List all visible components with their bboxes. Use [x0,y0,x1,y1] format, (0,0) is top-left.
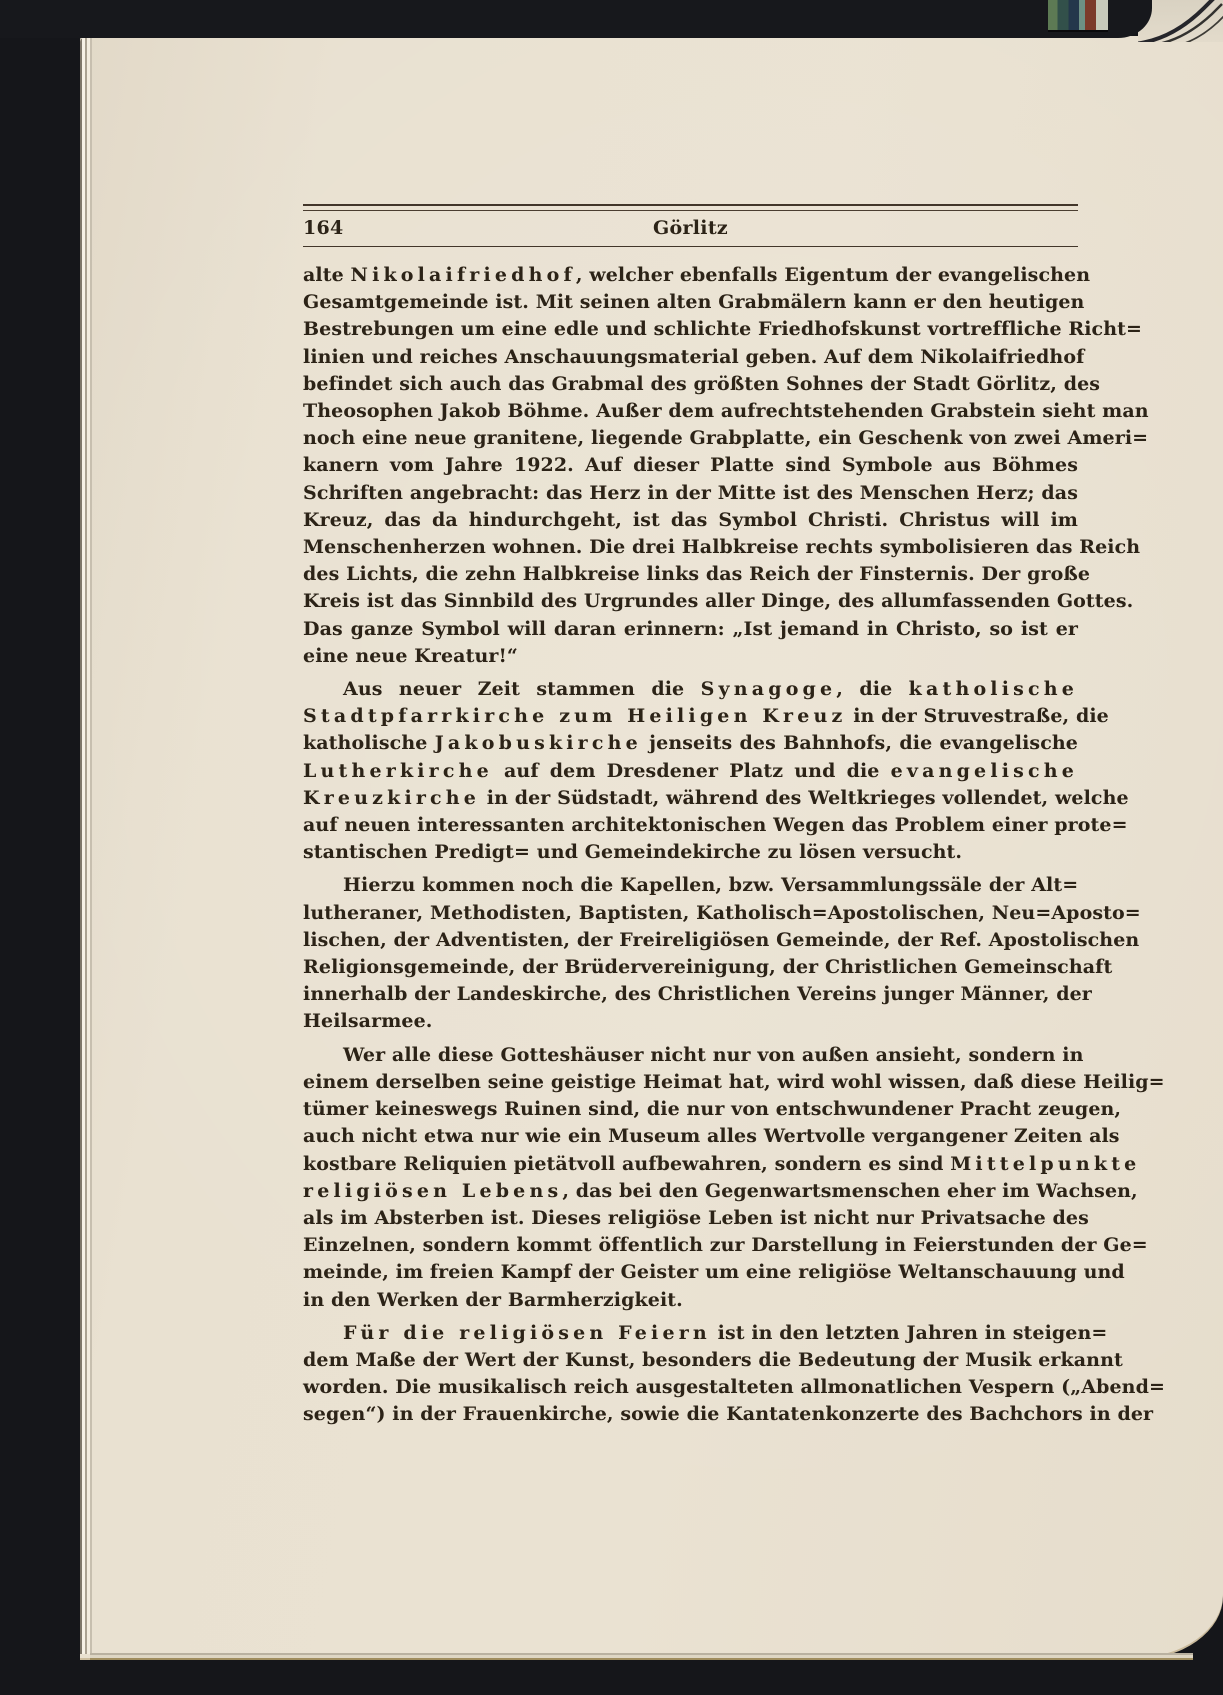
text-line: Einzelnen, sondern kommt öffentlich zur Darstellung in Feierstunden der Ge= [303,1234,1148,1257]
book-page [80,36,1223,1660]
text-line: einem derselben seine geistige Heimat hat, wird wohl wissen, daß diese Heilig= [303,1070,1165,1093]
text-line: Kreuz, das da hindurchgeht, ist das Symbol Christi. Christus will im [303,508,1078,531]
text-line: dem Maße der Wert der Kunst, besonders die Bedeutung der Musik erkannt [303,1348,1123,1371]
text-line: segen“) in der Frauenkirche, sowie die Kantatenkonzerte des Bachchors in der [303,1403,1154,1426]
text-line: Kreuzkirche in der Südstadt, während des Weltkrieges vollendet, welche [303,786,1129,809]
text-line: linien und reiches Anschauungsmaterial geben. Auf dem Nikolaifriedhof [303,345,1085,368]
letterspaced-text: Mittelpunkte [950,1152,1141,1175]
text-line: kostbare Reliquien pietätvoll aufbewahren, sondern es sind Mittelpunkte [303,1152,1141,1175]
text-line: Bestrebungen um eine edle und schlichte Friedhofskunst vortreffliche Richt= [303,318,1143,341]
text-line: Heilsarmee. [303,1010,433,1033]
text-line: katholische Jakobuskirche jenseits des Bahnhofs, die evangelische [303,732,1078,755]
text-line: tümer keineswegs Ruinen sind, die nur von entschwundener Pracht zeugen, [303,1098,1122,1121]
text-line: lutheraner, Methodisten, Baptisten, Katholisch=Apostolischen, Neu=Aposto= [303,901,1141,924]
text-line: Religionsgemeinde, der Brüdervereinigung, der Christlichen Gemeinschaft [303,956,1113,979]
top-black-band [0,0,1152,38]
paragraph [303,262,1149,670]
adjacent-page-fragment [1048,0,1108,30]
letterspaced-text: Nikolaifriedhof [350,264,576,286]
text-line: auf neuen interessanten architektonischen Wegen das Problem einer prote= [303,814,1128,837]
letterspaced-text: Kreuzkirche [303,786,481,809]
text-line: Stadtpfarrkirche zum Heiligen Kreuz in der Struvestraße, die [303,705,1109,728]
text-line: alte Nikolaifriedhof, welcher ebenfalls Eigentum der evangelischen [303,264,1091,286]
running-title: Görlitz [652,217,728,239]
text-line: auch nicht etwa nur wie ein Museum alles Wertvolle vergangener Zeiten als [303,1125,1120,1148]
paragraph [303,676,1129,866]
text-line: Das ganze Symbol will daran erinnern: „Ist jemand in Christo, so ist er [303,617,1078,640]
letterspaced-text: katholische [908,678,1078,701]
text-line: Kreis ist das Sinnbild des Urgrundes aller Dinge, des allumfassenden Gottes. [303,590,1134,613]
text-line: Theosophen Jakob Böhme. Außer dem aufrechtstehenden Grabstein sieht man [303,400,1149,423]
text-line: stantischen Predigt= und Gemeindekirche zu lösen versucht. [303,841,963,864]
paragraph [303,1320,1165,1429]
letterspaced-text: Lutherkirche [303,759,493,782]
text-line: innerhalb der Landeskirche, des Christlichen Vereins junger Männer, der [303,983,1092,1006]
print-area [303,36,1165,1660]
text-line: Für die religiösen Feiern ist in den letzten Jahren in steigen= [343,1321,1108,1344]
text-line: befindet sich auch das Grabmal des größten Sohnes der Stadt Görlitz, des [303,372,1101,395]
header-rule-single [303,246,1078,247]
letterspaced-text: Synagoge [700,678,837,701]
text-line: noch eine neue granitene, liegende Grabplatte, ein Geschenk von zwei Ameri= [303,427,1149,450]
text-line: Schriften angebracht: das Herz in der Mitte ist des Menschen Herz; das [303,481,1078,504]
text-line: des Lichts, die zehn Halbkreise links das Reich der Finsternis. Der große [303,563,1091,586]
text-line: Hierzu kommen noch die Kapellen, bzw. Versammlungssäle der Alt= [343,874,1079,897]
text-line: in den Werken der Barmherzigkeit. [303,1288,683,1311]
text-line: Lutherkirche auf dem Dresdener Platz und die evangelische [303,759,1078,782]
text-body [303,262,1165,1429]
paragraph [303,872,1141,1035]
letterspaced-text: Jakobuskirche [434,732,642,755]
text-line: kanern vom Jahre 1922. Auf dieser Platte sind Symbole aus Böhmes [303,454,1078,477]
page-edge-left [80,38,97,1654]
text-line: religiösen Lebens, das bei den Gegenwartsmenschen eher im Wachsen, [303,1179,1138,1202]
text-line: eine neue Kreatur!“ [303,644,518,667]
letterspaced-text: Stadtpfarrkirche zum Heiligen Kreuz [303,705,847,728]
page-number: 164 [303,217,344,239]
letterspaced-text: Für die religiösen Feiern [343,1321,711,1344]
paragraph [303,1042,1165,1314]
text-line: Menschenherzen wohnen. Die drei Halbkreise rechts symbolisieren das Reich [303,536,1141,559]
page-header [303,217,1078,243]
letterspaced-text: evangelische [890,759,1078,782]
text-line: als im Absterben ist. Dieses religiöse Leben ist nicht nur Privatsache des [303,1206,1089,1229]
text-line: worden. Die musikalisch reich ausgestalteten allmonatlichen Vespern („Abend= [303,1376,1165,1399]
text-line: lischen, der Adventisten, der Freireligiösen Gemeinde, der Ref. Apostolischen [303,928,1140,951]
text-line: Aus neuer Zeit stammen die Synagoge, die katholische [343,678,1078,701]
text-line: Gesamtgemeinde ist. Mit seinen alten Grabmälern kann er den heutigen [303,291,1085,314]
letterspaced-text: religiösen Lebens [303,1179,563,1202]
text-line: Wer alle diese Gotteshäuser nicht nur von außen ansieht, sondern in [343,1043,1084,1066]
text-line: meinde, im freien Kampf der Geister um eine religiöse Weltanschauung und [303,1261,1125,1284]
header-rule-double [303,204,1078,211]
